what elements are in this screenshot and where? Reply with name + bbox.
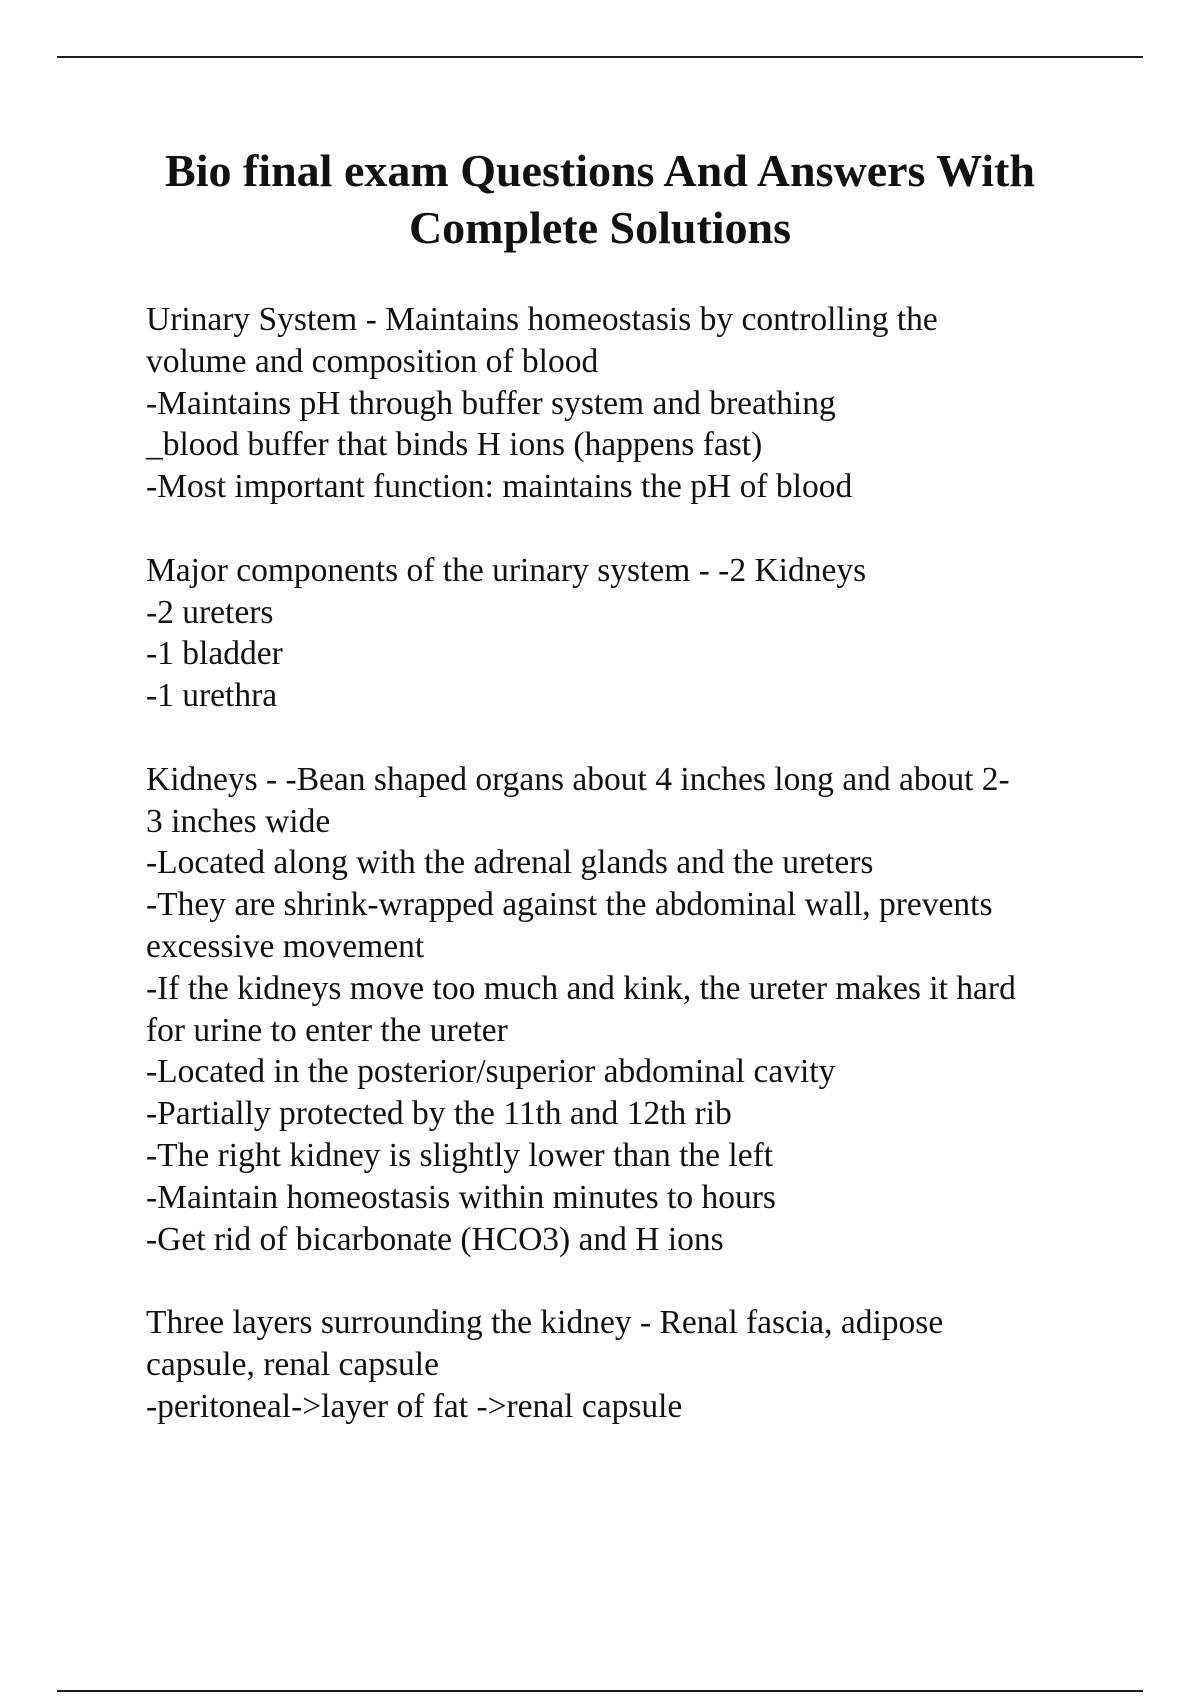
- text-line: -Located along with the adrenal glands and the ureters: [146, 844, 874, 882]
- text-line: excessive movement: [146, 927, 425, 965]
- footer-rule: [57, 1690, 1143, 1692]
- qa-entry-kidney-layers: [146, 1302, 1106, 1427]
- text-line: Urinary System - Maintains homeostasis by controlling the: [146, 301, 938, 338]
- title-line: Bio final exam Questions And Answers With: [165, 145, 1035, 196]
- text-line: for urine to enter the ureter: [146, 1011, 508, 1049]
- text-line: -Partially protected by the 11th and 12th rib: [146, 1095, 732, 1133]
- text-line: volume and composition of blood: [146, 342, 599, 380]
- qa-entry-major-components: [146, 550, 1106, 717]
- text-line: -Maintains pH through buffer system and breathing: [146, 384, 836, 422]
- text-line: -Maintain homeostasis within minutes to hours: [146, 1178, 776, 1216]
- title-line: Complete Solutions: [408, 202, 792, 253]
- text-line: Three layers surrounding the kidney - Renal fascia, adipose: [146, 1304, 944, 1342]
- qa-entry-urinary-system: [146, 299, 1106, 508]
- document-body: [146, 299, 1106, 1469]
- text-line: -They are shrink-wrapped against the abdominal wall, prevents: [146, 886, 993, 924]
- header-rule: [57, 56, 1143, 58]
- text-line: 3 inches wide: [146, 802, 331, 840]
- document-title: [100, 142, 1100, 256]
- text-line: -1 urethra: [146, 677, 278, 715]
- text-line: -peritoneal->layer of fat ->renal capsule: [146, 1387, 683, 1425]
- text-line: -Located in the posterior/superior abdominal cavity: [146, 1053, 836, 1091]
- text-line: -Most important function: maintains the pH of blood: [146, 468, 853, 506]
- text-line: -If the kidneys move too much and kink, the ureter makes it hard: [146, 969, 1016, 1007]
- text-line: _blood buffer that binds H ions (happens fast): [146, 426, 763, 464]
- qa-entry-kidneys: [146, 759, 1106, 1261]
- text-line: capsule, renal capsule: [146, 1345, 439, 1383]
- text-line: -1 bladder: [146, 635, 283, 673]
- text-line: Major components of the urinary system - -2 Kidneys: [146, 551, 867, 589]
- text-line: -The right kidney is slightly lower than the left: [146, 1136, 774, 1174]
- text-line: Kidneys - -Bean shaped organs about 4 inches long and about 2-: [146, 760, 1010, 798]
- text-line: -Get rid of bicarbonate (HCO3) and H ions: [146, 1220, 724, 1258]
- text-line: -2 ureters: [146, 593, 274, 631]
